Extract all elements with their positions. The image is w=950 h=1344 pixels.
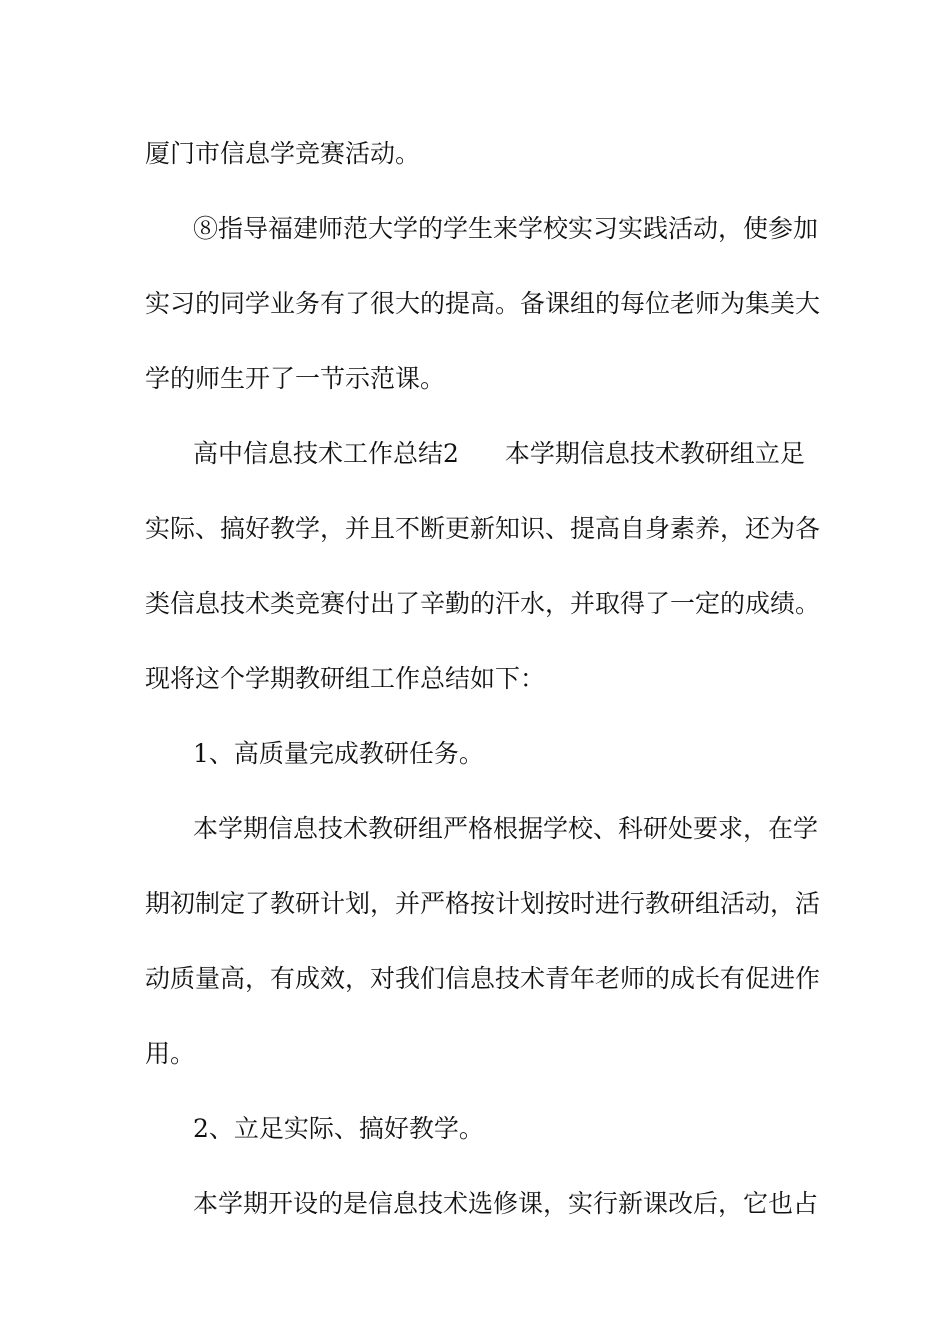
list-item-heading: 1、高质量完成教研任务。 (193, 739, 484, 768)
text-line: 现将这个学期教研组工作总结如下： (145, 664, 546, 693)
text-line: 本学期信息技术教研组严格根据学校、科研处要求，在学 (193, 814, 819, 843)
text-line: 用。 (145, 1039, 196, 1068)
text-line: 期初制定了教研计划，并严格按计划按时进行教研组活动，活 (145, 889, 821, 918)
text-line: 实习的同学业务有了很大的提高。备课组的每位老师为集美大 (145, 289, 821, 318)
text-line: 动质量高，有成效，对我们信息技术青年老师的成长有促进作 (145, 964, 821, 993)
section-heading-line (193, 436, 810, 472)
text-line: 学的师生开了一节示范课。 (145, 364, 446, 393)
text-line: 类信息技术类竞赛付出了辛勤的汗水，并取得了一定的成绩。 (145, 589, 821, 618)
list-item-heading: 2、立足实际、搞好教学。 (193, 1114, 484, 1143)
text-line: 厦门市信息学竞赛活动。 (145, 139, 421, 168)
text-fragment: 本学期信息技术教研组立足 (504, 439, 805, 468)
section-heading: 高中信息技术工作总结2 (193, 439, 459, 468)
text-line: 实际、搞好教学，并且不断更新知识、提高自身素养，还为各 (145, 514, 821, 543)
text-line: ⑧指导福建师范大学的学生来学校实习实践活动，使参加 (193, 214, 819, 243)
text-line: 本学期开设的是信息技术选修课，实行新课改后，它也占 (193, 1189, 819, 1218)
